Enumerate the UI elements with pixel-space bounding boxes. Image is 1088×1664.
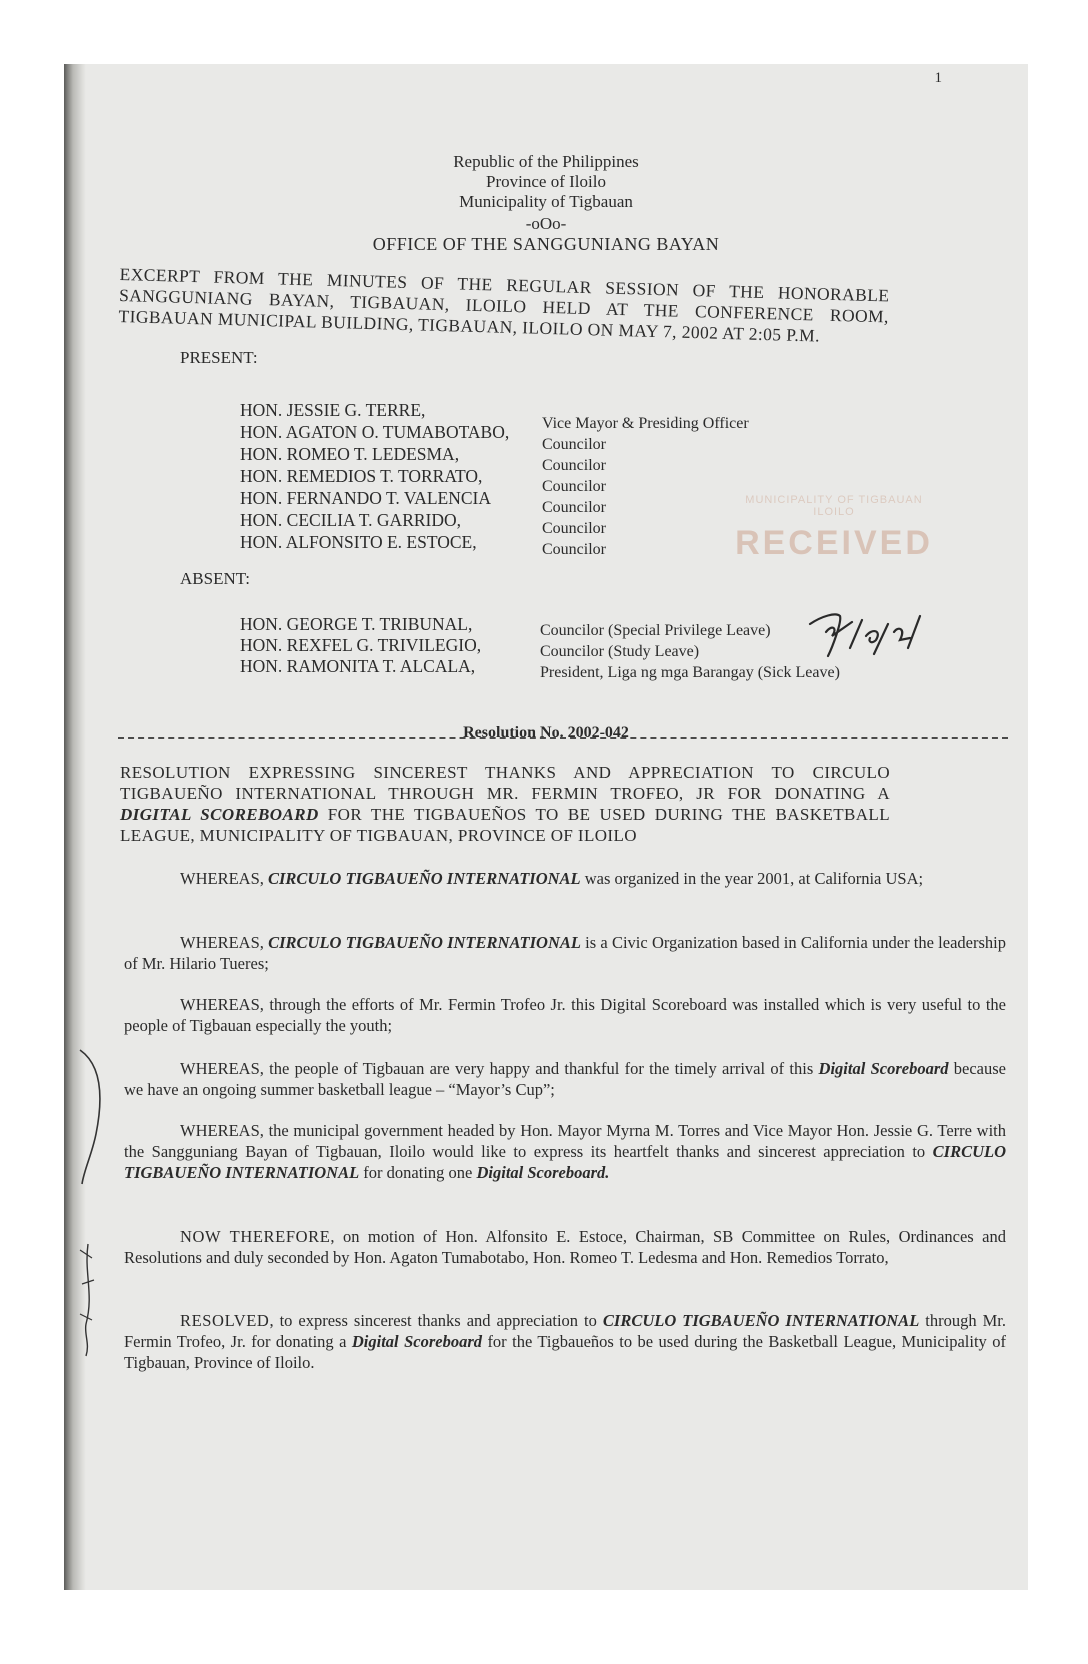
absent-name: HON. RAMONITA T. ALCALA,: [240, 656, 476, 676]
present-role: Councilor: [542, 541, 606, 558]
header-office: OFFICE OF THE SANGGUNIANG BAYAN: [372, 234, 720, 254]
header-municipality: Municipality of Tigbauan: [459, 192, 633, 211]
present-name: HON. CECILIA T. GARRIDO,: [240, 510, 462, 530]
present-name: HON. AGATON O. TUMABOTABO,: [240, 422, 510, 442]
whereas-paragraph: WHEREAS, the municipal government headed by Hon. Mayor Myrna M. Torres and Vice Mayor Hon. Jessie G. Terre with the Sangguniang Bayan of Tigbauan, Iloilo would like to express its heartfelt thanks and sincerest appreciation to CIRCULO TIGBAUEÑO INTERNATIONAL for donating one Digital Scoreboard.: [124, 1121, 1006, 1182]
present-label: PRESENT:: [180, 348, 258, 367]
handwritten-date-signature: [802, 602, 942, 662]
present-name: HON. FERNANDO T. VALENCIA: [240, 488, 492, 508]
present-role: Councilor: [542, 478, 606, 495]
margin-signature-marks: [74, 1044, 114, 1404]
present-role: Councilor: [542, 520, 606, 537]
resolved-paragraph: RESOLVED, to express sincerest thanks and appreciation to CIRCULO TIGBAUEÑO INTERNATIONAL through Mr. Fermin Trofeo, Jr. for donating a Digital Scoreboard for the Tigbaueños to be used during the Basketball League, Municipality of Tigbauan, Province of Iloilo.: [124, 1311, 1006, 1372]
present-role: Councilor: [542, 457, 606, 474]
header-country: Republic of the Philippines: [453, 152, 639, 171]
present-name: HON. JESSIE G. TERRE,: [240, 400, 426, 420]
stamp-received-text: RECEIVED: [735, 524, 933, 562]
present-name: HON. ALFONSITO E. ESTOCE,: [240, 532, 477, 552]
whereas-paragraph: WHEREAS, the people of Tigbauan are very happy and thankful for the timely arrival of this Digital Scoreboard because we have an ongoing summer basketball league – “Mayor’s Cup”;: [124, 1059, 1006, 1099]
stamp-small-text: MUNICIPALITY OF TIGBAUAN ILOILO: [745, 494, 923, 518]
present-role: Vice Mayor & Presiding Officer: [542, 415, 749, 432]
absent-name: HON. GEORGE T. TRIBUNAL,: [240, 614, 473, 634]
absent-role: Councilor (Study Leave): [540, 643, 700, 660]
present-name: HON. ROMEO T. LEDESMA,: [240, 444, 460, 464]
page-number: 1: [934, 70, 942, 86]
whereas-paragraph: WHEREAS, CIRCULO TIGBAUEÑO INTERNATIONAL was organized in the year 2001, at California USA;: [180, 869, 924, 888]
resolution-title: RESOLUTION EXPRESSING SINCEREST THANKS AND APPRECIATION TO CIRCULO TIGBAUEÑO INTERNATIONAL THROUGH MR. FERMIN TROFEO, JR FOR DONATING A DIGITAL SCOREBOARD FOR THE TIGBAUEÑOS TO BE USED DURING THE BASKETBALL LEAGUE, MUNICIPALITY OF TIGBAUAN, PROVINCE OF ILOILO: [120, 763, 891, 845]
present-role: Councilor: [542, 436, 606, 453]
header-province: Province of Iloilo: [486, 172, 606, 191]
absent-name: HON. REXFEL G. TRIVILEGIO,: [240, 635, 482, 655]
received-stamp: [724, 494, 944, 578]
whereas-paragraph: WHEREAS, through the efforts of Mr. Fermin Trofeo Jr. this Digital Scoreboard was installed which is very useful to the people of Tigbauan especially the youth;: [124, 995, 1006, 1035]
document-page: [64, 64, 1028, 1590]
absent-role: President, Liga ng mga Barangay (Sick Leave): [540, 664, 840, 681]
header-ornament: -oOo-: [525, 214, 567, 233]
absent-role: Councilor (Special Privilege Leave): [540, 622, 771, 639]
now-therefore-paragraph: NOW THEREFORE, on motion of Hon. Alfonsito E. Estoce, Chairman, SB Committee on Rules, Ordinances and Resolutions and duly seconded by Hon. Agaton Tumabotabo, Hon. Romeo T. Ledesma and Hon. Remedios Torrato,: [124, 1227, 1006, 1267]
whereas-paragraph: WHEREAS, CIRCULO TIGBAUEÑO INTERNATIONAL is a Civic Organization based in California under the leadership of Mr. Hilario Tueres;: [124, 933, 1006, 973]
excerpt-paragraph: EXCERPT FROM THE MINUTES OF THE REGULAR SESSION OF THE HONORABLE SANGGUNIANG BAYAN, TIGBAUAN, ILOILO HELD AT THE CONFERENCE ROOM, TIGBAUAN MUNICIPAL BUILDING, TIGBAUAN, ILOILO ON MAY 7, 2002 AT 2:05 P.M.: [118, 264, 890, 346]
present-role: Councilor: [542, 499, 606, 516]
resolution-number: Resolution No. 2002-042: [463, 724, 629, 741]
present-name: HON. REMEDIOS T. TORRATO,: [240, 466, 483, 486]
absent-label: ABSENT:: [180, 569, 250, 588]
